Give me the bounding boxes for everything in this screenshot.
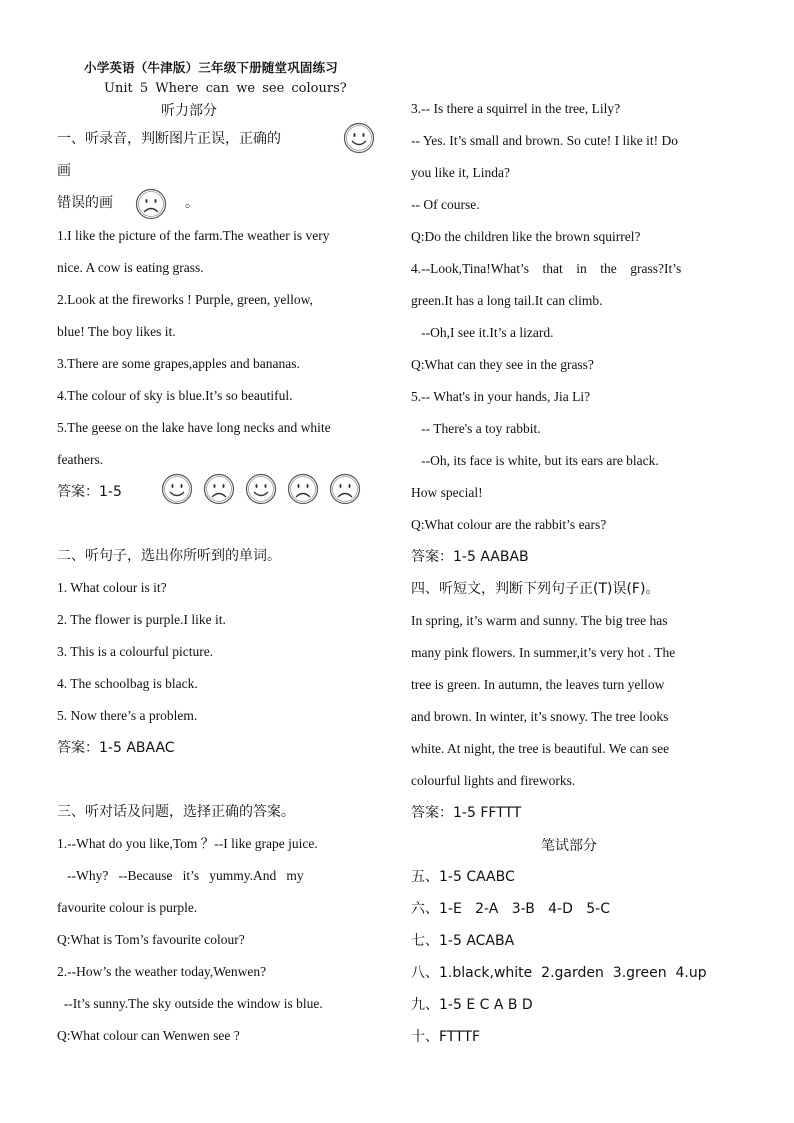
- section4-title: 四、听短文，判断下列句子正(T)误(F)。: [411, 581, 660, 597]
- section3-item-line: --Oh, its face is white, but its ears are black.: [411, 453, 659, 468]
- unit-title: Unit 5 Where can we see colours?: [104, 81, 347, 96]
- section3-item-line: Q:What colour are the rabbit’s ears?: [411, 517, 607, 532]
- written-answer: 九、1-5 E C A B D: [411, 997, 533, 1013]
- document-title: 小学英语（牛津版）三年级下册随堂巩固练习: [84, 60, 339, 75]
- section1-item-line: nice. A cow is eating grass.: [57, 260, 204, 275]
- section3-item-line: 5.-- What's in your hands, Jia Li?: [411, 389, 591, 404]
- section3-title: 三、听对话及问题，选择正确的答案。: [57, 804, 295, 820]
- section3-item-line: 1.--What do you like,Tom ？--I like grape juice.: [57, 836, 318, 851]
- listening-section-heading: 听力部分: [161, 103, 217, 119]
- section1-answer-faces: [161, 473, 371, 507]
- section3-item-line: --It’s sunny.The sky outside the window is blue.: [57, 996, 323, 1011]
- section1-title-part4: 。: [185, 195, 199, 211]
- section1-title-part2: 画: [57, 163, 71, 179]
- section3-item-line: green.It has a long tail.It can climb.: [411, 293, 603, 308]
- section1-item-line: blue! The boy likes it.: [57, 324, 176, 339]
- section1-item-line: 1.I like the picture of the farm.The weather is very: [57, 228, 330, 243]
- section1-item-line: 4.The colour of sky is blue.It’s so beautiful.: [57, 388, 293, 403]
- happy-face-icon: [161, 473, 193, 505]
- section3-answer: 答案：1-5 AABAB: [411, 549, 529, 565]
- section4-passage-line: In spring, it’s warm and sunny. The big tree has: [411, 613, 668, 628]
- section2-item: 5. Now there’s a problem.: [57, 708, 198, 723]
- written-answer: 七、1-5 ACABA: [411, 933, 515, 949]
- section3-item-line: -- Of course.: [411, 197, 480, 212]
- section1-title-part3: 错误的画: [57, 195, 113, 211]
- section4-passage-line: white. At night, the tree is beautiful. We can see: [411, 741, 670, 756]
- section2-item: 4. The schoolbag is black.: [57, 676, 198, 691]
- happy-face-icon: [245, 473, 277, 505]
- section2-answer: 答案：1-5 ABAAC: [57, 740, 175, 756]
- written-answer: 六、1-E 2-A 3-B 4-D 5-C: [411, 901, 610, 917]
- section1-answer-label: 答案：1-5: [57, 484, 122, 500]
- section1-item-line: feathers.: [57, 452, 104, 467]
- written-answer: 五、1-5 CAABC: [411, 869, 515, 885]
- section4-answer: 答案：1-5 FFTTT: [411, 805, 522, 821]
- section1-title-part1: 一、听录音，判断图片正误，正确的: [57, 131, 281, 147]
- sad-face-icon: [203, 473, 235, 505]
- written-answer: 八、1.black,white 2.garden 3.green 4.up: [411, 965, 707, 981]
- section2-item: 1. What colour is it?: [57, 580, 167, 595]
- section4-passage-line: tree is green. In autumn, the leaves turn yellow: [411, 677, 665, 692]
- section3-item-line: --Oh,I see it.It’s a lizard.: [411, 325, 554, 340]
- section3-item-line: -- Yes. It’s small and brown. So cute! I like it! Do: [411, 133, 678, 148]
- section3-item-line: 2.--How’s the weather today,Wenwen?: [57, 964, 267, 979]
- section4-passage-line: many pink flowers. In summer,it’s very hot . The: [411, 645, 676, 660]
- section3-item-line: you like it, Linda?: [411, 165, 510, 180]
- section1-item-line: 5.The geese on the lake have long necks and white: [57, 420, 331, 435]
- sad-face-icon: [287, 473, 319, 505]
- section3-item-line: -- There's a toy rabbit.: [411, 421, 541, 436]
- section4-passage-line: colourful lights and fireworks.: [411, 773, 576, 788]
- section3-item-line: Q:What is Tom’s favourite colour?: [57, 932, 245, 947]
- sad-face-icon: [135, 188, 167, 220]
- section3-item-line: Q:What colour can Wenwen see ?: [57, 1028, 240, 1043]
- section2-title: 二、听句子，选出你所听到的单词。: [57, 548, 281, 564]
- section2-item: 3. This is a colourful picture.: [57, 644, 214, 659]
- sad-face-icon: [329, 473, 361, 505]
- section2-item: 2. The flower is purple.I like it.: [57, 612, 226, 627]
- section3-item-line: 3.-- Is there a squirrel in the tree, Lily?: [411, 101, 621, 116]
- section3-item-line: Q:What can they see in the grass?: [411, 357, 594, 372]
- right-column: [411, 0, 736, 1123]
- section3-item-line: How special!: [411, 485, 483, 500]
- left-column: [57, 0, 382, 1123]
- section1-item-line: 3.There are some grapes,apples and bananas.: [57, 356, 300, 371]
- happy-face-icon: [343, 122, 375, 154]
- written-answer: 十、FTTTF: [411, 1029, 481, 1045]
- section4-passage-line: and brown. In winter, it’s snowy. The tree looks: [411, 709, 669, 724]
- section3-item-line: 4.--Look,Tina!What’s that in the grass?It’s: [411, 261, 682, 276]
- section3-item-line: favourite colour is purple.: [57, 900, 198, 915]
- section3-item-line: --Why? --Because it’s yummy.And my: [57, 868, 304, 883]
- section3-item-line: Q:Do the children like the brown squirrel?: [411, 229, 641, 244]
- written-section-heading: 笔试部分: [541, 838, 597, 854]
- section1-item-line: 2.Look at the fireworks ! Purple, green, yellow,: [57, 292, 313, 307]
